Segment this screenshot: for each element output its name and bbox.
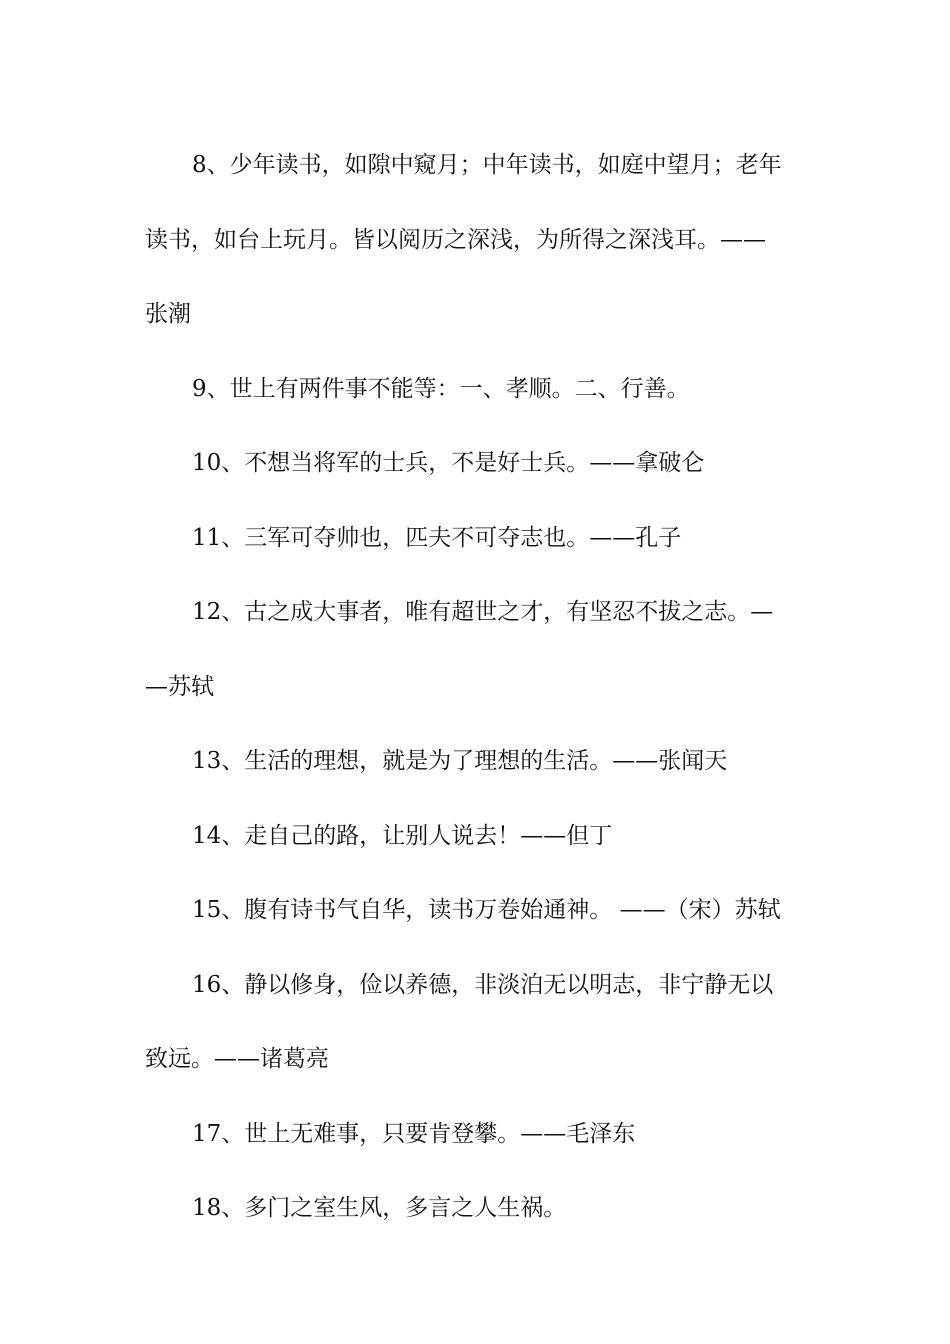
quote-line: —苏轼 xyxy=(145,673,214,700)
quote-line: 17、世上无难事，只要肯登攀。——毛泽东 xyxy=(192,1120,636,1147)
quote-16 xyxy=(145,948,805,1097)
quote-12 xyxy=(145,575,805,724)
quote-line: 15、腹有诗书气自华，读书万卷始通神。 ——（宋）苏轼 xyxy=(192,897,781,923)
quote-9 xyxy=(145,352,805,427)
quote-line: 13、生活的理想，就是为了理想的生活。——张闻天 xyxy=(192,748,728,774)
quote-line: 18、多门之室生风，多言之人生祸。 xyxy=(192,1195,567,1221)
quote-15 xyxy=(145,873,805,948)
quote-line: 9、世上有两件事不能等：一、孝顺。二、行善。 xyxy=(192,375,690,402)
quote-18 xyxy=(145,1171,805,1246)
quote-14 xyxy=(145,799,805,874)
quote-line: 16、静以修身，俭以养德，非淡泊无以明志，非宁静无以 xyxy=(192,971,774,998)
quote-line: 张潮 xyxy=(145,301,191,327)
quote-line: 10、不想当将军的士兵，不是好士兵。——拿破仑 xyxy=(192,450,705,476)
quote-line: 读书，如台上玩月。皆以阅历之深浅，为所得之深浅耳。—— xyxy=(145,226,766,253)
quote-line: 11、三军可夺帅也，匹夫不可夺志也。——孔子 xyxy=(192,524,682,551)
quote-13 xyxy=(145,724,805,799)
quote-list xyxy=(145,128,805,1246)
quote-line: 8、少年读书，如隙中窥月；中年读书，如庭中望月；老年 xyxy=(192,152,782,178)
quote-10 xyxy=(145,426,805,501)
quote-8 xyxy=(145,128,805,352)
quote-line: 12、古之成大事者，唯有超世之才，有坚忍不拔之志。— xyxy=(192,599,774,625)
quote-11 xyxy=(145,501,805,576)
quote-line: 14、走自己的路，让别人说去！——但丁 xyxy=(192,822,613,849)
quote-line: 致远。——诸葛亮 xyxy=(145,1046,329,1072)
quote-17 xyxy=(145,1097,805,1172)
